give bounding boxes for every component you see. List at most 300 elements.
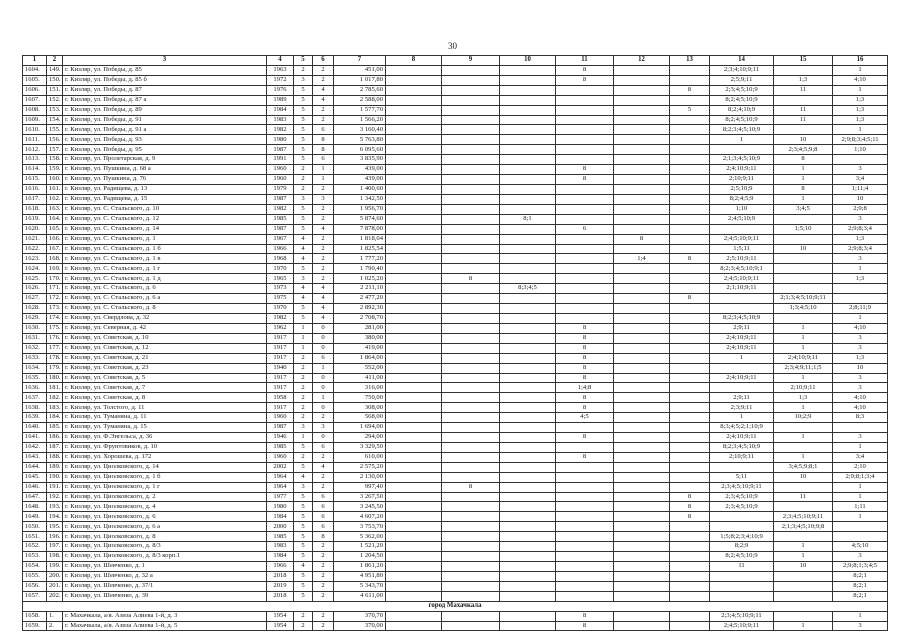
table-cell: 3: [833, 383, 888, 393]
table-cell: [442, 452, 500, 462]
table-cell: [774, 125, 833, 135]
table-cell: 5: [294, 85, 313, 95]
table-cell: 2;3;4;5;10;9;11: [710, 482, 774, 492]
table-cell: [442, 393, 500, 403]
table-cell: 5: [294, 581, 313, 591]
table-cell: 1960: [267, 413, 294, 423]
table-cell: [556, 125, 614, 135]
table-cell: 154.: [47, 115, 63, 125]
table-cell: [442, 512, 500, 522]
table-cell: 1644.: [23, 462, 47, 472]
table-cell: 1;5;10: [774, 224, 833, 234]
table-cell: 5: [294, 135, 313, 145]
table-cell: 8: [670, 254, 710, 264]
table-cell: 3;4: [833, 175, 888, 185]
table-cell: [556, 462, 614, 472]
table-cell: 1656.: [23, 581, 47, 591]
table-cell: 6 095,60: [334, 145, 386, 155]
table-cell: 2: [313, 552, 334, 562]
table-cell: 194.: [47, 512, 63, 522]
table-cell: 1966: [267, 244, 294, 254]
table-cell: [670, 621, 710, 631]
table-cell: 1;3;4;5;10: [774, 304, 833, 314]
table-cell: [774, 264, 833, 274]
table-cell: 1954: [267, 621, 294, 631]
table-cell: 1970: [267, 264, 294, 274]
table-cell: [614, 413, 670, 423]
table-cell: 1;3: [833, 95, 888, 105]
table-cell: 1: [710, 413, 774, 423]
table-cell: 8;2;4;5;9: [710, 194, 774, 204]
table-cell: 1 818,04: [334, 234, 386, 244]
table-cell: [386, 155, 442, 165]
table-cell: [386, 175, 442, 185]
table-row: [23, 621, 888, 631]
table-cell: [774, 581, 833, 591]
table-cell: [556, 492, 614, 502]
table-row: [23, 393, 888, 403]
table-cell: [500, 244, 556, 254]
table-cell: [500, 125, 556, 135]
table-cell: 1982: [267, 313, 294, 323]
table-cell: [500, 581, 556, 591]
table-cell: 1968: [267, 254, 294, 264]
table-cell: [442, 492, 500, 502]
table-cell: [442, 522, 500, 532]
table-cell: [670, 571, 710, 581]
table-cell: 8: [670, 294, 710, 304]
table-cell: [500, 294, 556, 304]
table-cell: 171.: [47, 284, 63, 294]
table-cell: 3 753,70: [334, 522, 386, 532]
table-cell: 1 864,00: [334, 353, 386, 363]
table-cell: 153.: [47, 105, 63, 115]
table-cell: [386, 522, 442, 532]
table-cell: 2;3;4;5;9;8: [774, 145, 833, 155]
table-cell: 1640.: [23, 423, 47, 433]
table-cell: [500, 95, 556, 105]
table-cell: [500, 304, 556, 314]
table-cell: [670, 452, 710, 462]
table-cell: г. Кизляр, ул. С. Стальского, д. 6: [63, 284, 267, 294]
table-cell: 2: [313, 115, 334, 125]
table-cell: [500, 313, 556, 323]
table-cell: [386, 433, 442, 443]
table-cell: [442, 105, 500, 115]
table-cell: 2.: [47, 621, 63, 631]
table-cell: [442, 562, 500, 572]
table-cell: г. Кизляр, ул. Победы, д. 91 а: [63, 125, 267, 135]
table-cell: 3: [313, 423, 334, 433]
table-cell: [500, 532, 556, 542]
table-cell: 1966: [267, 562, 294, 572]
table-cell: [500, 343, 556, 353]
column-header: 10: [500, 56, 556, 66]
table-cell: [556, 244, 614, 254]
table-cell: [614, 333, 670, 343]
table-cell: [670, 184, 710, 194]
table-cell: 308,00: [334, 403, 386, 413]
table-cell: 184.: [47, 413, 63, 423]
table-cell: [442, 323, 500, 333]
table-cell: [442, 125, 500, 135]
table-cell: 1 400,60: [334, 184, 386, 194]
table-cell: 2: [313, 562, 334, 572]
table-cell: 1643.: [23, 452, 47, 462]
table-cell: 2019: [267, 581, 294, 591]
table-cell: г. Кизляр, ул. Победы, д. 85: [63, 65, 267, 75]
table-cell: 1647.: [23, 492, 47, 502]
table-cell: [614, 452, 670, 462]
table-cell: [386, 264, 442, 274]
table-cell: [556, 581, 614, 591]
table-cell: 2: [313, 472, 334, 482]
table-cell: [442, 313, 500, 323]
table-cell: 8: [313, 135, 334, 145]
column-header: 5: [294, 56, 313, 66]
table-cell: 149.: [47, 65, 63, 75]
table-cell: [442, 304, 500, 314]
table-cell: 159.: [47, 165, 63, 175]
table-cell: 1979: [267, 184, 294, 194]
table-cell: [670, 284, 710, 294]
column-header: 15: [774, 56, 833, 66]
table-cell: [774, 571, 833, 581]
table-cell: 10: [774, 562, 833, 572]
table-cell: 2018: [267, 591, 294, 601]
table-cell: г. Кизляр, ул. Победы, д. 91: [63, 115, 267, 125]
table-cell: [556, 571, 614, 581]
table-cell: [386, 194, 442, 204]
table-cell: 2: [313, 591, 334, 601]
table-cell: 5: [294, 313, 313, 323]
table-cell: 8: [774, 155, 833, 165]
table-cell: [386, 165, 442, 175]
table-cell: 8;2;4;5;10;9: [710, 115, 774, 125]
table-cell: [556, 274, 614, 284]
table-cell: 1 777,20: [334, 254, 386, 264]
table-cell: [833, 284, 888, 294]
table-cell: 8;2;3;4;5;10;9: [710, 313, 774, 323]
table-cell: 1658.: [23, 611, 47, 621]
table-cell: 1980: [267, 135, 294, 145]
table-cell: [500, 323, 556, 333]
table-cell: [670, 591, 710, 601]
table-cell: 1985: [267, 532, 294, 542]
table-cell: 2: [313, 105, 334, 115]
table-cell: 1 017,80: [334, 75, 386, 85]
table-cell: 4: [313, 294, 334, 304]
table-cell: 2: [294, 413, 313, 423]
table-cell: 2: [313, 452, 334, 462]
table-cell: [500, 165, 556, 175]
table-cell: [442, 591, 500, 601]
table-cell: 190.: [47, 472, 63, 482]
table-cell: 8;2;9: [710, 542, 774, 552]
table-cell: г. Кизляр, ул. Шевченко, д. 32 а: [63, 571, 267, 581]
table-cell: [614, 85, 670, 95]
table-cell: г. Кизляр, ул. Советская, д. 21: [63, 353, 267, 363]
table-row: [23, 234, 888, 244]
table-cell: 3: [833, 165, 888, 175]
table-row: [23, 214, 888, 224]
table-cell: 198.: [47, 552, 63, 562]
table-cell: [614, 621, 670, 631]
table-cell: [670, 234, 710, 244]
table-cell: 2: [294, 353, 313, 363]
table-cell: [670, 472, 710, 482]
table-cell: 3;4;5: [774, 204, 833, 214]
table-cell: [774, 284, 833, 294]
table-cell: 1;10: [833, 145, 888, 155]
table-cell: г. Кизляр, ул. Северная, д. 42: [63, 323, 267, 333]
section-row: [23, 601, 888, 611]
table-cell: 5 343,70: [334, 581, 386, 591]
table-cell: [774, 532, 833, 542]
table-cell: 163.: [47, 204, 63, 214]
table-cell: [386, 373, 442, 383]
table-cell: [774, 254, 833, 264]
table-cell: г. Кизляр, ул. Туманяна, д. 11: [63, 413, 267, 423]
table-cell: [556, 184, 614, 194]
table-cell: 5 763,80: [334, 135, 386, 145]
table-cell: 5: [294, 492, 313, 502]
table-row: [23, 383, 888, 393]
table-cell: [614, 65, 670, 75]
table-row: [23, 542, 888, 552]
table-cell: [500, 85, 556, 95]
table-cell: 4: [313, 304, 334, 314]
table-cell: [670, 304, 710, 314]
table-cell: 1: [774, 323, 833, 333]
table-cell: [670, 442, 710, 452]
table-cell: [442, 343, 500, 353]
table-cell: [442, 145, 500, 155]
table-cell: 1 825,54: [334, 244, 386, 254]
table-cell: [386, 502, 442, 512]
table-cell: 2: [294, 65, 313, 75]
table-cell: 6: [313, 125, 334, 135]
table-cell: 1976: [267, 85, 294, 95]
table-cell: 4: [294, 284, 313, 294]
table-cell: 1917: [267, 333, 294, 343]
table-cell: 2;9;11: [710, 323, 774, 333]
table-cell: 1607.: [23, 95, 47, 105]
table-cell: 411,00: [334, 373, 386, 383]
table-cell: 1: [294, 343, 313, 353]
table-cell: [710, 224, 774, 234]
table-cell: [386, 393, 442, 403]
table-cell: 4;10: [833, 403, 888, 413]
table-cell: 3;4: [833, 452, 888, 462]
table-cell: 568,00: [334, 413, 386, 423]
table-cell: 1626.: [23, 284, 47, 294]
table-cell: 4;5: [556, 413, 614, 423]
table-cell: г. Кизляр, ул. Радищева, д. 13: [63, 184, 267, 194]
table-cell: 2000: [267, 522, 294, 532]
table-cell: [386, 482, 442, 492]
table-cell: [556, 502, 614, 512]
table-cell: 5;11: [710, 472, 774, 482]
table-cell: 10: [774, 472, 833, 482]
table-cell: 8: [556, 393, 614, 403]
table-row: [23, 254, 888, 264]
table-cell: [670, 522, 710, 532]
table-cell: 1963: [267, 65, 294, 75]
table-cell: 1;3: [833, 234, 888, 244]
table-row: [23, 591, 888, 601]
table-cell: 1653.: [23, 552, 47, 562]
table-cell: [614, 194, 670, 204]
table-cell: [614, 145, 670, 155]
table-cell: [556, 294, 614, 304]
table-cell: 1 342,50: [334, 194, 386, 204]
table-cell: [670, 542, 710, 552]
table-cell: [614, 343, 670, 353]
table-cell: [614, 214, 670, 224]
table-cell: [386, 492, 442, 502]
table-cell: 2;9;8;3;4: [833, 224, 888, 234]
table-cell: 2;4;10;9;11: [774, 353, 833, 363]
table-cell: 185.: [47, 423, 63, 433]
table-cell: [670, 413, 710, 423]
table-row: [23, 353, 888, 363]
table-cell: [614, 224, 670, 234]
table-cell: 2;10;9;11: [774, 383, 833, 393]
table-cell: [386, 105, 442, 115]
table-cell: [386, 581, 442, 591]
table-cell: г. Кизляр, ул. Советская, д. 10: [63, 333, 267, 343]
table-cell: 8: [556, 343, 614, 353]
table-cell: [442, 175, 500, 185]
table-cell: 8: [442, 274, 500, 284]
table-row: [23, 85, 888, 95]
table-cell: [556, 313, 614, 323]
table-cell: 1622.: [23, 244, 47, 254]
table-cell: 8: [556, 373, 614, 383]
table-cell: [500, 184, 556, 194]
table-row: [23, 552, 888, 562]
table-cell: 8: [556, 452, 614, 462]
table-cell: [556, 304, 614, 314]
table-cell: 156.: [47, 135, 63, 145]
table-row: [23, 75, 888, 85]
table-cell: [556, 194, 614, 204]
table-cell: 1917: [267, 383, 294, 393]
table-row: [23, 224, 888, 234]
table-cell: 3 160,40: [334, 125, 386, 135]
table-cell: 2: [313, 611, 334, 621]
table-cell: 2;3;4;9;11;1;5: [774, 363, 833, 373]
table-cell: 750,00: [334, 393, 386, 403]
table-cell: 5: [294, 145, 313, 155]
table-cell: 4: [313, 313, 334, 323]
table-cell: [386, 125, 442, 135]
table-cell: [833, 155, 888, 165]
table-cell: [670, 224, 710, 234]
table-cell: [614, 472, 670, 482]
table-cell: [386, 571, 442, 581]
table-cell: 1 694,00: [334, 423, 386, 433]
table-cell: 4;10: [833, 323, 888, 333]
table-cell: 1;3: [833, 115, 888, 125]
table-cell: 181.: [47, 383, 63, 393]
table-cell: 8;2;4;10;9: [710, 105, 774, 115]
table-cell: [670, 423, 710, 433]
table-cell: 2: [313, 482, 334, 492]
table-cell: 5: [294, 522, 313, 532]
table-cell: [500, 611, 556, 621]
table-cell: [500, 145, 556, 155]
table-cell: [500, 333, 556, 343]
table-cell: [670, 611, 710, 621]
table-cell: 3: [833, 343, 888, 353]
table-cell: [500, 135, 556, 145]
table-cell: 179.: [47, 363, 63, 373]
table-row: [23, 284, 888, 294]
table-cell: [442, 95, 500, 105]
table-cell: г. Кизляр, ул. С. Стальского, д. 8: [63, 304, 267, 314]
table-cell: г. Кизляр, ул. Циолковского, д. 2: [63, 492, 267, 502]
table-cell: г. Кизляр, ул. Циолковского, д. 6: [63, 512, 267, 522]
table-cell: 8: [670, 492, 710, 502]
table-row: [23, 333, 888, 343]
table-cell: 1: [774, 343, 833, 353]
table-cell: [386, 254, 442, 264]
table-cell: [670, 145, 710, 155]
table-cell: [614, 403, 670, 413]
table-cell: 1973: [267, 284, 294, 294]
table-cell: [614, 393, 670, 403]
table-cell: [670, 264, 710, 274]
table-cell: [442, 502, 500, 512]
column-header: 8: [386, 56, 442, 66]
table-cell: 1: [833, 492, 888, 502]
column-header: 9: [442, 56, 500, 66]
table-cell: [386, 85, 442, 95]
table-cell: [614, 274, 670, 284]
table-cell: [442, 353, 500, 363]
table-cell: [614, 304, 670, 314]
table-cell: 8: [442, 482, 500, 492]
table-cell: 2002: [267, 462, 294, 472]
table-cell: 2 575,20: [334, 462, 386, 472]
table-cell: 1954: [267, 611, 294, 621]
table-cell: 1620.: [23, 224, 47, 234]
table-cell: [442, 413, 500, 423]
table-cell: 451,00: [334, 65, 386, 75]
table-cell: 2;3;4;5;10;9;11: [710, 611, 774, 621]
table-row: [23, 244, 888, 254]
table-cell: 2: [313, 184, 334, 194]
table-cell: 6: [313, 353, 334, 363]
table-cell: 4;10: [833, 75, 888, 85]
table-cell: г. Кизляр, ул. Пушкина, д. 76: [63, 175, 267, 185]
table-cell: 8: [556, 353, 614, 363]
table-cell: [614, 562, 670, 572]
table-cell: [442, 621, 500, 631]
table-cell: 8: [556, 363, 614, 373]
table-cell: г. Кизляр, ул. Циолковского, д. 8: [63, 532, 267, 542]
table-cell: 1984: [267, 512, 294, 522]
table-cell: [774, 95, 833, 105]
table-cell: 10;2;9: [774, 413, 833, 423]
table-cell: [670, 95, 710, 105]
table-cell: 2: [313, 413, 334, 423]
table-cell: 1652.: [23, 542, 47, 552]
table-cell: 8: [556, 165, 614, 175]
table-cell: 1 521,20: [334, 542, 386, 552]
